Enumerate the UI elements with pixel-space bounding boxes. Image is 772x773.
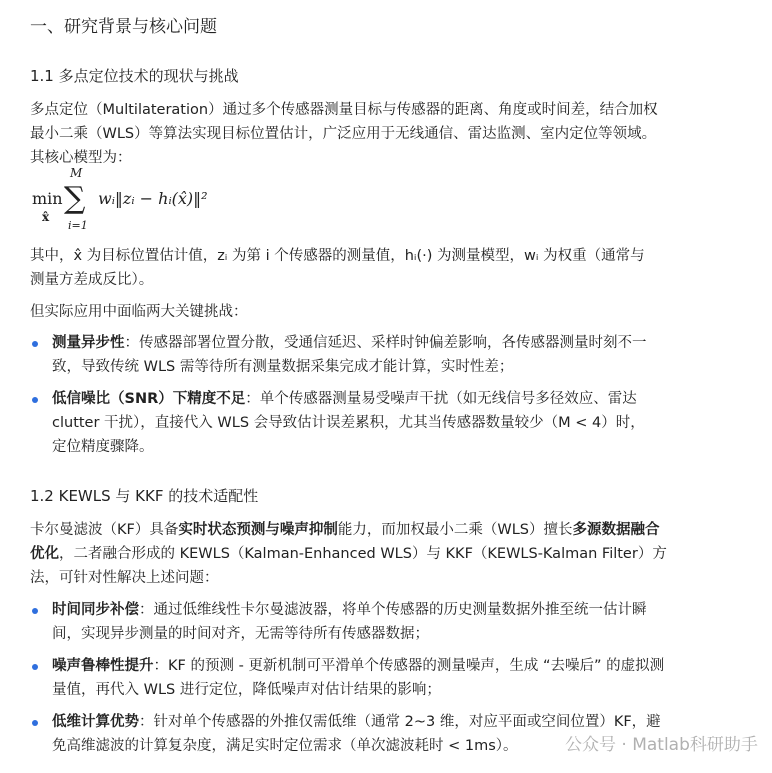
bold-span: 实时状态预测与噪声抑制	[178, 522, 338, 538]
text-line: 其中，x̂ 为目标位置估计值，zᵢ 为第 i 个传感器的测量值，hᵢ(·) 为测量模型，wᵢ 为权重（通常与	[30, 248, 645, 264]
wls-formula	[32, 166, 292, 236]
list-item	[52, 654, 732, 702]
bullet-icon	[32, 397, 38, 403]
text-line: 多点定位（Multilateration）通过多个传感器测量目标与传感器的距离、角度或时间差，结合加权	[30, 102, 658, 118]
text-line: 间，实现异步测量的时间对齐，无需等待所有传感器数据；	[52, 626, 429, 642]
bullet-icon	[32, 720, 38, 726]
kf-intro-paragraph	[30, 518, 730, 590]
formula-sum: ∑	[64, 181, 86, 216]
list-item	[52, 387, 732, 459]
formula-sum-bottom: i=1	[68, 219, 88, 232]
bullet-title: 测量异步性	[52, 335, 125, 351]
text-line: ：传感器部署位置分散，受通信延迟、采样时钟偏差影响，各传感器测量时刻不一	[124, 335, 647, 351]
text-line: ：针对单个传感器的外推仅需低维（通常 2~3 维，对应平面或空间位置）KF，避	[139, 714, 661, 730]
text-line: clutter 干扰），直接代入 WLS 会导致估计误差累积，尤其当传感器数量较少（M < 4）时，	[52, 415, 645, 431]
list-item	[52, 331, 732, 379]
bullet-icon	[32, 664, 38, 670]
section-title: 一、研究背景与核心问题	[30, 17, 217, 37]
text-line: ：KF 的预测 - 更新机制可平滑单个传感器的测量噪声，生成 “去噪后” 的虚拟测	[153, 658, 665, 674]
text-line: ：单个传感器测量易受噪声干扰（如无线信号多径效应、雷达	[245, 391, 637, 407]
text-line: 法，可针对性解决上述问题：	[30, 570, 219, 586]
text-line: 其核心模型为：	[30, 150, 132, 166]
bullet-icon	[32, 341, 38, 347]
text-line: ：通过低维线性卡尔曼滤波器，将单个传感器的历史测量数据外推至统一估计瞬	[139, 602, 647, 618]
text-line: 量值，再代入 WLS 进行定位，降低噪声对估计结果的影响；	[52, 682, 441, 698]
text-span: ，二者融合形成的 KEWLS（Kalman-Enhanced WLS）与 KKF（KEWLS-Kalman Filter）方	[59, 546, 667, 562]
text-line: 最小二乘（WLS）等算法实现目标位置估计，广泛应用于无线通信、雷达监测、室内定位等领域。	[30, 126, 657, 142]
bold-span: 优化	[30, 546, 59, 562]
bullet-title: 时间同步补偿	[52, 602, 139, 618]
formula-sum-top: M	[70, 166, 83, 180]
bold-span: 多源数据融合	[572, 522, 660, 538]
challenge-intro: 但实际应用中面临两大关键挑战：	[30, 304, 248, 320]
formula-min-sub: x̂	[42, 210, 50, 224]
text-line: 致，导致传统 WLS 需等待所有测量数据采集完成才能计算，实时性差；	[52, 359, 514, 375]
bullet-icon	[32, 608, 38, 614]
subsection-heading-1-2: 1.2 KEWLS 与 KKF 的技术适配性	[30, 487, 259, 505]
formula-body: wᵢ‖zᵢ − hᵢ(x̂)‖²	[98, 189, 208, 208]
subsection-heading-1-1: 1.1 多点定位技术的现状与挑战	[30, 67, 239, 85]
bullet-title: 噪声鲁棒性提升	[52, 658, 154, 674]
explain-paragraph	[30, 244, 730, 292]
intro-paragraph	[30, 98, 730, 170]
text-line: 免高维滤波的计算复杂度，满足实时定位需求（单次滤波耗时 < 1ms）。	[52, 738, 518, 754]
text-line: 测量方差成反比）。	[30, 272, 154, 288]
bullet-title: 低信噪比（SNR）下精度不足	[52, 391, 246, 407]
text-line: 定位精度骤降。	[52, 439, 154, 455]
watermark: 公众号 · Matlab科研助手	[565, 735, 758, 755]
formula-min: min	[32, 189, 63, 208]
text-span: 能力，而加权最小二乘（WLS）擅长	[337, 522, 573, 538]
list-item	[52, 598, 732, 646]
bullet-title: 低维计算优势	[52, 714, 139, 730]
text-span: 卡尔曼滤波（KF）具备	[30, 522, 179, 538]
